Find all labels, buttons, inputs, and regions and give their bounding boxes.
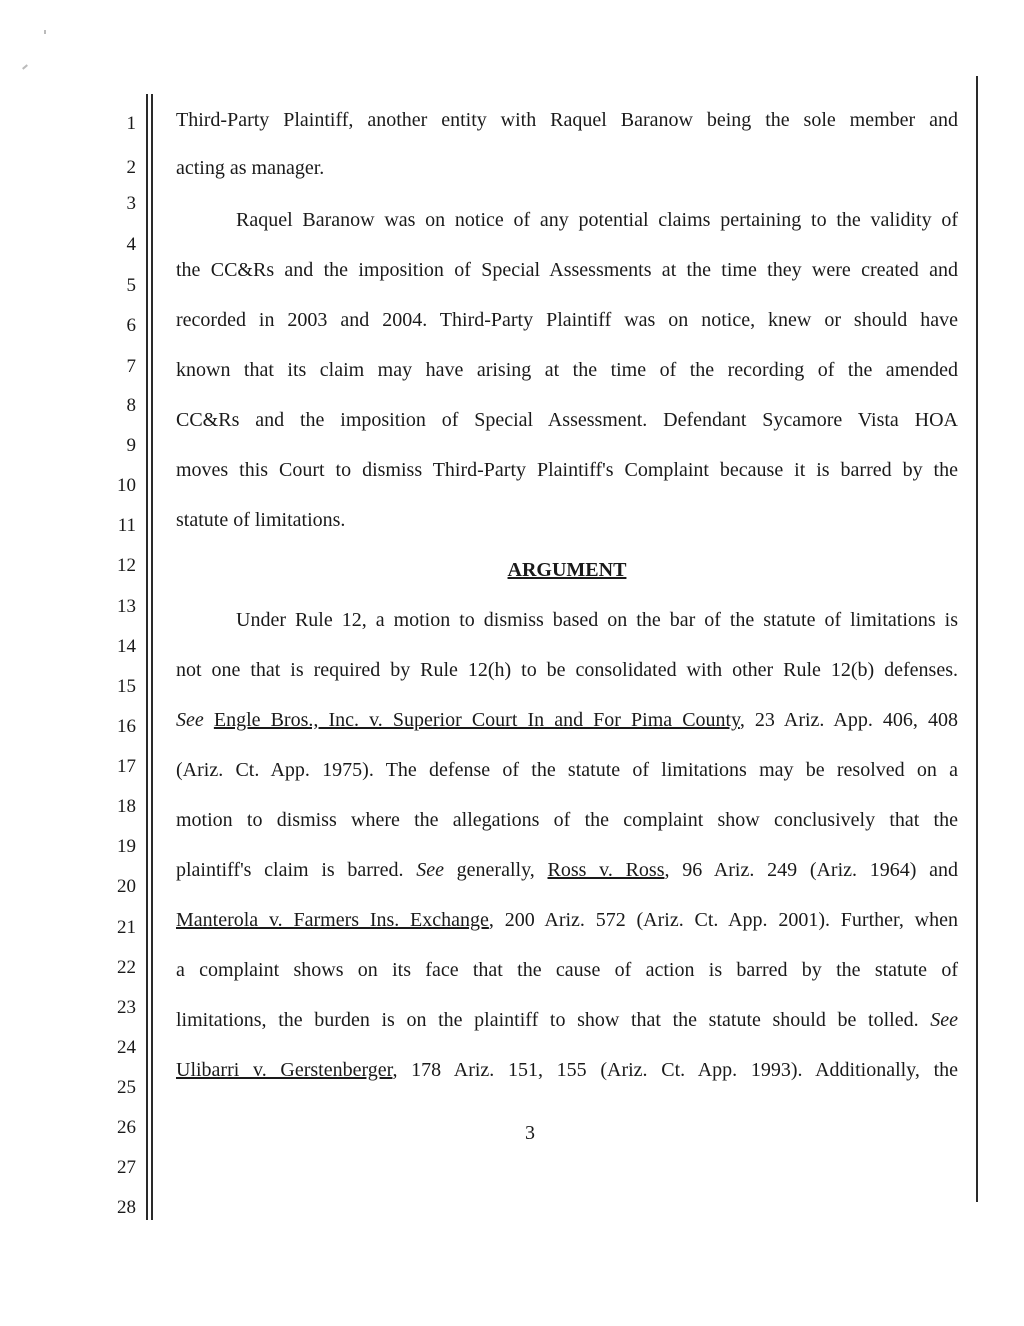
line-number: 17 xyxy=(117,756,136,777)
citation-reporter: , 178 Ariz. 151, 155 (Ariz. Ct. App. 1993). Additionally, the xyxy=(392,1059,958,1081)
body-text-line: a complaint shows on its face that the cause of action is barred by the statute of xyxy=(176,959,958,981)
line-number: 9 xyxy=(126,435,136,456)
body-text-line: (Ariz. Ct. App. 1975). The defense of the statute of limitations may be resolved on a xyxy=(176,759,958,781)
body-text-line: known that its claim may have arising at the time of the recording of the amended xyxy=(176,359,958,381)
signal-see: See xyxy=(416,859,444,881)
left-margin-rule xyxy=(151,94,153,1220)
signal-see: See xyxy=(930,1009,958,1031)
line-number-gutter xyxy=(100,0,136,1326)
line-number: 2 xyxy=(126,157,136,178)
scan-speck xyxy=(22,64,28,69)
signal-see: See xyxy=(176,709,204,731)
line-number: 27 xyxy=(117,1157,136,1178)
case-citation: Manterola v. Farmers Ins. Exchange xyxy=(176,909,489,931)
line-number: 19 xyxy=(117,836,136,857)
line-number: 4 xyxy=(126,234,136,255)
line-number: 21 xyxy=(117,917,136,938)
line-number: 8 xyxy=(126,395,136,416)
body-text-fragment: generally, xyxy=(443,859,548,881)
body-text-line: motion to dismiss where the allegations of the complaint show conclusively that the xyxy=(176,809,958,831)
line-number: 3 xyxy=(126,193,136,214)
right-margin-rule xyxy=(976,76,978,1202)
body-text-line xyxy=(176,1008,958,1032)
body-text-line: Third-Party Plaintiff, another entity with Raquel Baranow being the sole member and xyxy=(176,109,958,131)
body-text-line: statute of limitations. xyxy=(176,509,346,531)
case-citation: Engle Bros., Inc. v. Superior Court In and For Pima County xyxy=(213,709,740,731)
line-number: 24 xyxy=(117,1037,136,1058)
line-number: 18 xyxy=(117,796,136,817)
body-text-line: Under Rule 12, a motion to dismiss based on the bar of the statute of limitations is xyxy=(236,609,958,631)
body-text-line: the CC&Rs and the imposition of Special Assessments at the time they were created and xyxy=(176,259,958,281)
citation-reporter: , 96 Ariz. 249 (Ariz. 1964) and xyxy=(664,859,958,881)
body-text-line: acting as manager. xyxy=(176,157,325,179)
body-text-line: CC&Rs and the imposition of Special Assessment. Defendant Sycamore Vista HOA xyxy=(176,409,958,431)
line-number: 5 xyxy=(126,275,136,296)
line-number: 14 xyxy=(117,636,136,657)
line-number: 13 xyxy=(117,596,136,617)
line-number: 10 xyxy=(117,475,136,496)
line-number: 15 xyxy=(117,676,136,697)
body-text-fragment: plaintiff's claim is barred. xyxy=(176,859,417,881)
line-number: 22 xyxy=(117,957,136,978)
scan-speck xyxy=(44,30,46,34)
body-text-line xyxy=(176,708,958,732)
citation-reporter: , 200 Ariz. 572 (Ariz. Ct. App. 2001). Further, when xyxy=(488,909,958,931)
case-citation: Ulibarri v. Gerstenberger xyxy=(176,1059,393,1081)
line-number: 25 xyxy=(117,1077,136,1098)
page-number: 3 xyxy=(525,1122,535,1144)
line-number: 6 xyxy=(126,315,136,336)
line-number: 23 xyxy=(117,997,136,1018)
line-number: 12 xyxy=(117,555,136,576)
section-heading xyxy=(176,558,958,582)
line-number: 7 xyxy=(126,356,136,377)
line-number: 28 xyxy=(117,1197,136,1218)
section-heading-text: ARGUMENT xyxy=(507,559,627,581)
body-text-fragment: limitations, the burden is on the plaintiff to show that the statute should be tolled. xyxy=(176,1009,931,1031)
line-number: 16 xyxy=(117,716,136,737)
body-text-line: recorded in 2003 and 2004. Third-Party Plaintiff was on notice, knew or should have xyxy=(176,309,958,331)
body-text-line: moves this Court to dismiss Third-Party Plaintiff's Complaint because it is barred by the xyxy=(176,459,958,481)
line-number: 26 xyxy=(117,1117,136,1138)
line-number: 1 xyxy=(126,113,136,134)
left-margin-rule xyxy=(146,94,148,1220)
citation-reporter: , 23 Ariz. App. 406, 408 xyxy=(739,709,959,731)
case-citation: Ross v. Ross xyxy=(547,859,665,881)
line-number: 20 xyxy=(117,876,136,897)
body-text-line: Raquel Baranow was on notice of any potential claims pertaining to the validity of xyxy=(236,209,958,231)
body-text-line xyxy=(176,858,958,882)
body-text-line xyxy=(176,1058,958,1082)
line-number: 11 xyxy=(117,515,136,536)
body-text-line xyxy=(176,908,958,932)
body-text-line: not one that is required by Rule 12(h) to be consolidated with other Rule 12(b) defenses. xyxy=(176,659,958,681)
